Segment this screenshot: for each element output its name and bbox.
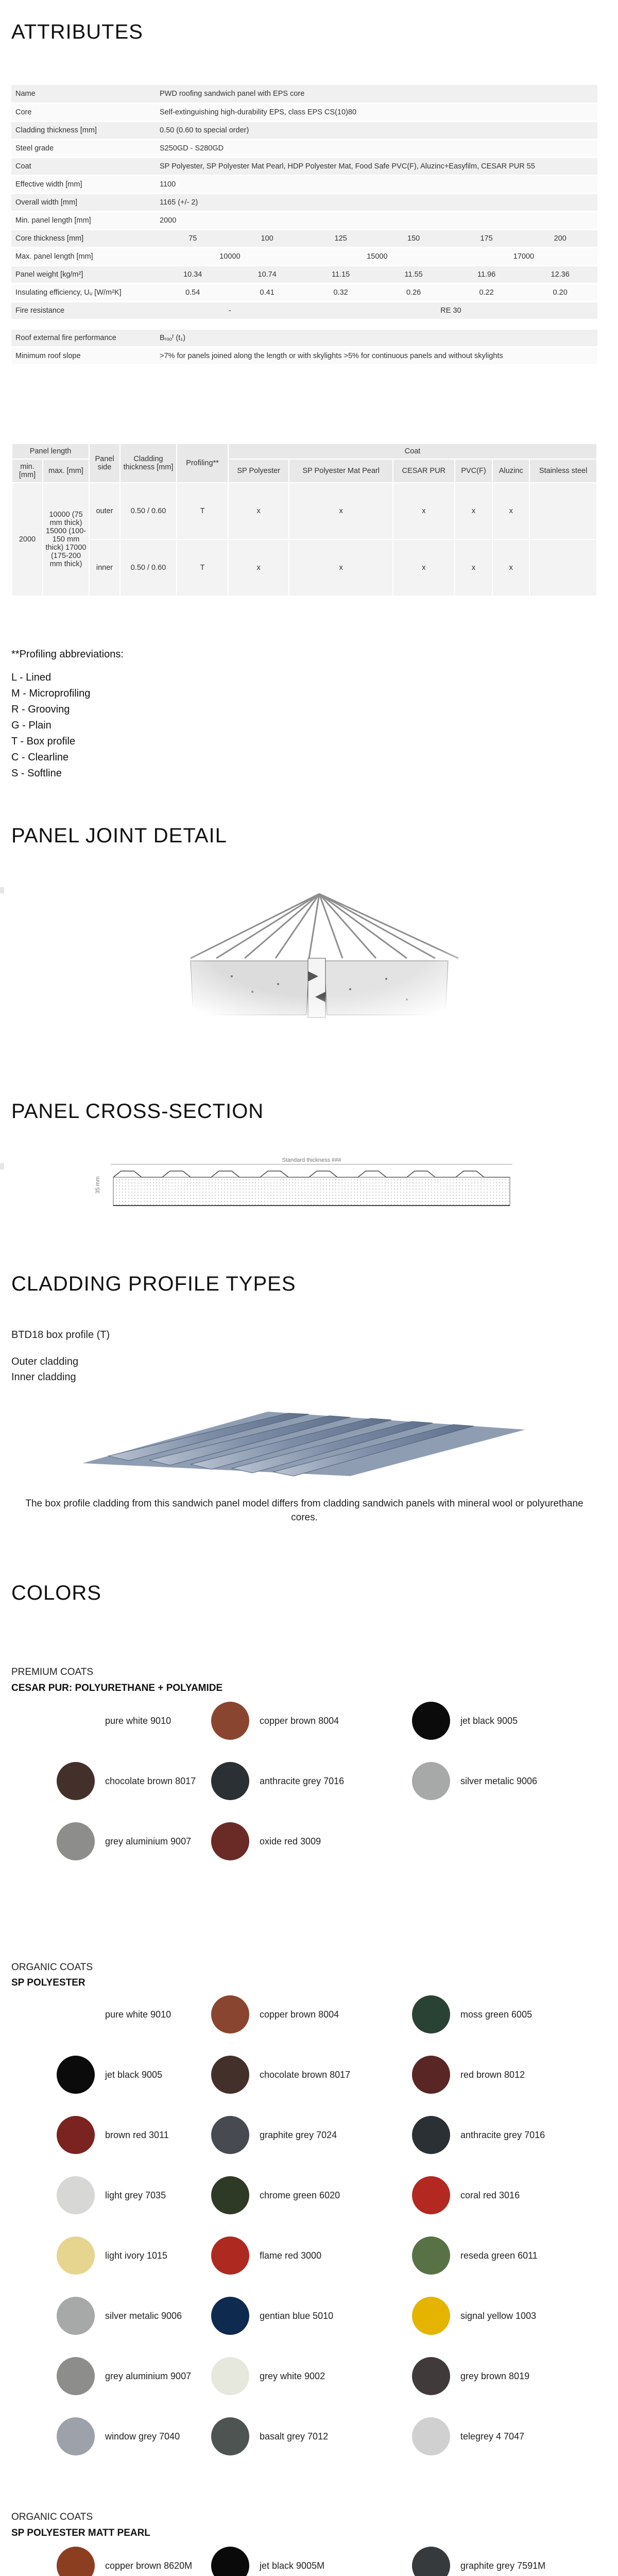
- color-swatch: [57, 2236, 95, 2275]
- color-swatch-item: [211, 2176, 340, 2214]
- color-swatch-item: [57, 2417, 180, 2455]
- min-length: 2000: [12, 483, 43, 596]
- color-name: red brown 8012: [460, 2069, 525, 2080]
- joint-title: PANEL JOINT DETAIL: [11, 824, 227, 847]
- table-spacer: [11, 319, 597, 329]
- header-panel-side: Panel side: [89, 444, 120, 483]
- coat-group-heading: ORGANIC COATS: [11, 1962, 93, 1973]
- color-name: reseda green 6011: [460, 2250, 538, 2261]
- cross-section-title: PANEL CROSS-SECTION: [11, 1100, 264, 1123]
- color-swatch: [412, 2056, 450, 2094]
- color-swatch-item: [211, 2056, 350, 2094]
- header-coat-type: PVC(F): [455, 459, 493, 483]
- attribute-row: [11, 85, 597, 103]
- cross-dim-side: 35 mm: [95, 1176, 101, 1194]
- panel-weight-value: 12.36: [523, 265, 597, 283]
- color-swatch-item: [412, 2176, 520, 2214]
- color-swatch: [57, 2357, 95, 2395]
- fire-label: Fire resistance: [11, 301, 156, 319]
- color-swatch: [211, 2417, 249, 2455]
- coat-availability: x: [492, 539, 529, 596]
- panel-weight-value: 11.55: [377, 265, 450, 283]
- core-thickness-value: 150: [377, 229, 450, 247]
- color-swatch-item: [211, 1822, 321, 1860]
- color-swatch: [211, 2547, 249, 2576]
- header-profiling: Profiling**: [177, 444, 228, 483]
- color-swatch-item: [211, 1762, 344, 1800]
- color-name: gentian blue 5010: [260, 2310, 334, 2321]
- color-swatch-item: [412, 1762, 537, 1800]
- color-name: light ivory 1015: [105, 2250, 168, 2261]
- core-thickness-value: 200: [523, 229, 597, 247]
- core-thickness-value: 100: [230, 229, 304, 247]
- color-name: coral red 3016: [460, 2190, 520, 2200]
- abbreviation-item: L - Lined: [11, 672, 52, 683]
- attribute-value: 0.50 (0.60 to special order): [156, 121, 597, 139]
- color-name: copper brown 8004: [260, 1715, 339, 1726]
- color-name: chrome green 6020: [260, 2190, 340, 2200]
- color-swatch: [412, 2547, 450, 2576]
- attributes-title: ATTRIBUTES: [11, 21, 143, 43]
- coat-availability: x: [289, 539, 393, 596]
- panel-length-table: [11, 443, 597, 597]
- fire-right: RE 30: [304, 301, 597, 319]
- attribute-value: 1100: [156, 175, 597, 193]
- roof-fire-value: Bᵣₒₒᶠ (t₁): [156, 329, 597, 347]
- coat-availability: x: [455, 483, 493, 539]
- color-swatch: [57, 1762, 95, 1800]
- max-length: 10000 (75 mm thick) 15000 (100-150 mm thick) 17000 (175-200 mm thick): [43, 483, 89, 596]
- coat-availability: x: [492, 483, 529, 539]
- fire-row: [11, 301, 597, 319]
- insulating-label: Insulating efficiency, Uᵤ [W/m²K]: [11, 283, 156, 301]
- color-swatch: [57, 1995, 95, 2033]
- attribute-row: [11, 121, 597, 139]
- coat-availability: x: [289, 483, 393, 539]
- insulating-value: 0.26: [377, 283, 450, 301]
- coat-availability: x: [228, 483, 289, 539]
- color-swatch-item: [412, 2056, 525, 2094]
- insulating-value: 0.20: [523, 283, 597, 301]
- max-length-value: 15000: [304, 247, 450, 265]
- coat-availability: x: [393, 539, 455, 596]
- color-swatch: [412, 2176, 450, 2214]
- coat-group-heading: ORGANIC COATS: [11, 2512, 93, 2522]
- panel-side: outer: [89, 483, 120, 539]
- attribute-row: [11, 139, 597, 157]
- profiling-abbreviations: [11, 647, 124, 782]
- cladding-title: CLADDING PROFILE TYPES: [11, 1273, 296, 1295]
- color-swatch-item: [211, 1995, 339, 2033]
- slider-marker: [0, 887, 4, 893]
- abbreviation-item: M - Microprofiling: [11, 688, 91, 699]
- box-profile-image: [72, 1401, 536, 1479]
- color-swatch: [57, 2116, 95, 2154]
- panel-length-row: [12, 539, 597, 596]
- cladding-outer: Outer cladding: [11, 1356, 79, 1367]
- color-swatch: [211, 2176, 249, 2214]
- color-swatch-item: [57, 2547, 192, 2576]
- abbreviation-item: S - Softline: [11, 768, 62, 779]
- color-swatch-item: [211, 2417, 328, 2455]
- color-swatch-item: [211, 2116, 337, 2154]
- panel-joint-image: [170, 886, 469, 1025]
- color-swatch-item: [412, 2357, 529, 2395]
- color-name: oxide red 3009: [260, 1836, 321, 1846]
- header-coat-type: Aluzinc: [492, 459, 529, 483]
- coat-availability: [529, 539, 597, 596]
- color-name: light grey 7035: [105, 2190, 166, 2200]
- insulating-value: 0.54: [156, 283, 230, 301]
- attribute-value: 2000: [156, 211, 597, 229]
- color-swatch: [412, 1762, 450, 1800]
- color-swatch: [57, 1822, 95, 1860]
- profiling: T: [177, 483, 228, 539]
- header-coat-type: Stainless steel: [529, 459, 597, 483]
- cladding-caption: The box profile cladding from this sandwich panel model differs from cladding sandwich panels with mineral wool or polyurethane cores.: [25, 1498, 583, 1523]
- color-swatch-item: [57, 2297, 182, 2335]
- color-swatch-item: [412, 2417, 524, 2455]
- color-swatch: [412, 2417, 450, 2455]
- roof-fire-row: [11, 329, 597, 347]
- color-name: anthracite grey 7016: [460, 2129, 545, 2140]
- cladding-inner: Inner cladding: [11, 1371, 76, 1383]
- color-name: copper brown 8004: [260, 2009, 339, 2020]
- color-name: graphite grey 7024: [260, 2129, 337, 2140]
- color-swatch-item: [211, 2236, 321, 2275]
- insulating-value: 0.32: [304, 283, 377, 301]
- panel-side: inner: [89, 539, 120, 596]
- attribute-key: Coat: [11, 157, 156, 175]
- max-length-row: [11, 247, 597, 265]
- color-swatch: [211, 2056, 249, 2094]
- insulating-row: [11, 283, 597, 301]
- color-swatch-item: [412, 2297, 536, 2335]
- attribute-row: [11, 103, 597, 121]
- attribute-value: Self-extinguishing high-durability EPS, class EPS CS(10)80: [156, 103, 597, 121]
- color-name: grey aluminium 9007: [105, 1836, 192, 1846]
- color-swatch: [57, 2547, 95, 2576]
- panel-weight-row: [11, 265, 597, 283]
- attribute-row: [11, 157, 597, 175]
- color-name: copper brown 8620M: [105, 2560, 193, 2571]
- attribute-key: Effective width [mm]: [11, 175, 156, 193]
- color-name: basalt grey 7012: [260, 2431, 329, 2442]
- color-name: moss green 6005: [460, 2009, 533, 2020]
- color-swatch: [412, 2116, 450, 2154]
- core-thickness-row: [11, 229, 597, 247]
- colors-title: COLORS: [11, 1582, 101, 1604]
- color-name: telegrey 4 7047: [460, 2431, 525, 2442]
- profiling: T: [177, 539, 228, 596]
- color-swatch-item: [412, 1995, 532, 2033]
- coat-availability: [529, 483, 597, 539]
- color-name: jet black 9005: [460, 1715, 518, 1726]
- coat-group-subheading: SP POLYESTER: [11, 1977, 85, 1988]
- roof-fire-label: Roof external fire performance: [11, 329, 156, 347]
- color-swatch-item: [57, 2056, 162, 2094]
- roof-slope-label: Minimum roof slope: [11, 347, 156, 365]
- color-name: chocolate brown 8017: [260, 2069, 351, 2080]
- core-thickness-label: Core thickness [mm]: [11, 229, 156, 247]
- attribute-row: [11, 175, 597, 193]
- cladding-thickness: 0.50 / 0.60: [120, 539, 177, 596]
- color-name: jet black 9005: [105, 2069, 163, 2080]
- attribute-key: Core: [11, 103, 156, 121]
- color-name: chocolate brown 8017: [105, 1775, 196, 1786]
- attribute-row: [11, 211, 597, 229]
- color-name: graphite grey 7591M: [460, 2560, 546, 2571]
- color-swatch: [412, 2236, 450, 2275]
- core-thickness-value: 75: [156, 229, 230, 247]
- slider-marker-2: [0, 1163, 4, 1170]
- roof-slope-value: >7% for panels joined along the length or with skylights >5% for continuous panels and without skylights: [156, 347, 597, 365]
- panel-weight-value: 11.96: [450, 265, 523, 283]
- attribute-value: S250GD - S280GD: [156, 139, 597, 157]
- coat-availability: x: [393, 483, 455, 539]
- header-coat-type: SP Polyester: [228, 459, 289, 483]
- color-swatch: [57, 2417, 95, 2455]
- color-swatch: [211, 2236, 249, 2275]
- attribute-key: Min. panel length [mm]: [11, 211, 156, 229]
- color-swatch-item: [57, 2116, 169, 2154]
- color-swatch-item: [57, 1995, 171, 2033]
- abbreviation-item: T - Box profile: [11, 736, 76, 747]
- fire-left: -: [156, 301, 304, 319]
- coat-availability: x: [228, 539, 289, 596]
- header-coat-type: CESAR PUR: [393, 459, 455, 483]
- core-thickness-value: 175: [450, 229, 523, 247]
- color-swatch: [211, 1762, 249, 1800]
- color-name: brown red 3011: [105, 2129, 169, 2140]
- attribute-value: 1165 (+/- 2): [156, 193, 597, 211]
- color-swatch-item: [57, 1822, 191, 1860]
- header-cladding-thickness: Cladding thickness [mm]: [120, 444, 177, 483]
- color-swatch: [57, 2176, 95, 2214]
- color-swatch: [211, 2357, 249, 2395]
- header-min: min. [mm]: [12, 459, 43, 483]
- color-swatch-item: [412, 1702, 518, 1740]
- attribute-row: [11, 193, 597, 211]
- color-swatch: [57, 1702, 95, 1740]
- color-name: silver metalic 9006: [105, 2310, 182, 2321]
- color-swatch-item: [57, 1762, 196, 1800]
- color-name: window grey 7040: [105, 2431, 180, 2442]
- spacer-cell: [11, 319, 597, 329]
- header-coat-type: SP Polyester Mat Pearl: [289, 459, 393, 483]
- color-swatch-item: [211, 1702, 339, 1740]
- color-swatch-item: [412, 2116, 545, 2154]
- panel-length-row: [12, 483, 597, 539]
- max-length-value: 10000: [156, 247, 304, 265]
- color-name: flame red 3000: [260, 2250, 322, 2261]
- color-name: grey aluminium 9007: [105, 2370, 192, 2381]
- color-swatch-item: [211, 2357, 325, 2395]
- core-thickness-value: 125: [304, 229, 377, 247]
- color-name: jet black 9005M: [260, 2560, 325, 2571]
- panel-weight-label: Panel weight [kg/m²]: [11, 265, 156, 283]
- color-swatch: [57, 2056, 95, 2094]
- color-name: pure white 9010: [105, 2009, 171, 2020]
- max-length-value: 17000: [450, 247, 597, 265]
- color-swatch: [412, 2297, 450, 2335]
- attribute-key: Steel grade: [11, 139, 156, 157]
- attribute-value: SP Polyester, SP Polyester Mat Pearl, HDP Polyester Mat, Food Safe PVC(F), Aluzinc+Easyfilm, CESAR PUR 55: [156, 157, 597, 175]
- color-name: grey white 9002: [260, 2370, 325, 2381]
- cross-dim-top: Standard thickness ###: [282, 1157, 341, 1163]
- color-swatch-item: [412, 2236, 538, 2275]
- color-swatch: [412, 1995, 450, 2033]
- header-coat: Coat: [228, 444, 597, 459]
- attribute-value: PWD roofing sandwich panel with EPS core: [156, 85, 597, 103]
- abbreviation-item: C - Clearline: [11, 752, 69, 763]
- panel-weight-value: 10.34: [156, 265, 230, 283]
- abbreviation-item: R - Grooving: [11, 704, 70, 715]
- color-swatch-item: [211, 2297, 333, 2335]
- color-swatch: [412, 2357, 450, 2395]
- cladding-thickness: 0.50 / 0.60: [120, 483, 177, 539]
- attribute-key: Name: [11, 85, 156, 103]
- color-swatch: [412, 1702, 450, 1740]
- attributes-table: [11, 85, 597, 366]
- attribute-key: Overall width [mm]: [11, 193, 156, 211]
- panel-weight-value: 10.74: [230, 265, 304, 283]
- coat-availability: x: [455, 539, 493, 596]
- abbreviations-title: **Profiling abbreviations:: [11, 649, 124, 660]
- coat-group-subheading: CESAR PUR: POLYURETHANE + POLYAMIDE: [11, 1683, 223, 1693]
- cross-section-drawing: [90, 1157, 523, 1213]
- color-swatch: [211, 2116, 249, 2154]
- attribute-key: Cladding thickness [mm]: [11, 121, 156, 139]
- coat-group-subheading: SP POLYESTER MATT PEARL: [11, 2528, 150, 2538]
- roof-slope-row: [11, 347, 597, 365]
- abbreviation-item: G - Plain: [11, 720, 52, 731]
- color-swatch-item: [57, 2236, 167, 2275]
- color-name: anthracite grey 7016: [260, 1775, 345, 1786]
- header-panel-length: Panel length: [12, 444, 89, 459]
- header-max: max. [mm]: [43, 459, 89, 483]
- coat-group-heading: PREMIUM COATS: [11, 1667, 94, 1677]
- color-swatch: [211, 1822, 249, 1860]
- insulating-value: 0.22: [450, 283, 523, 301]
- color-swatch-item: [57, 1702, 171, 1740]
- color-name: pure white 9010: [105, 1715, 171, 1726]
- cladding-profile-name: BTD18 box profile (T): [11, 1329, 110, 1341]
- insulating-value: 0.41: [230, 283, 304, 301]
- color-swatch: [211, 2297, 249, 2335]
- color-swatch: [211, 1995, 249, 2033]
- color-name: silver metalic 9006: [460, 1775, 538, 1786]
- color-swatch-item: [57, 2357, 191, 2395]
- panel-weight-value: 11.15: [304, 265, 377, 283]
- color-swatch-item: [412, 2547, 545, 2576]
- color-swatch-item: [57, 2176, 166, 2214]
- color-swatch: [57, 2297, 95, 2335]
- color-swatch-item: [211, 2547, 324, 2576]
- max-length-label: Max. panel length [mm]: [11, 247, 156, 265]
- color-name: signal yellow 1003: [460, 2310, 537, 2321]
- color-name: grey brown 8019: [460, 2370, 530, 2381]
- color-swatch: [211, 1702, 249, 1740]
